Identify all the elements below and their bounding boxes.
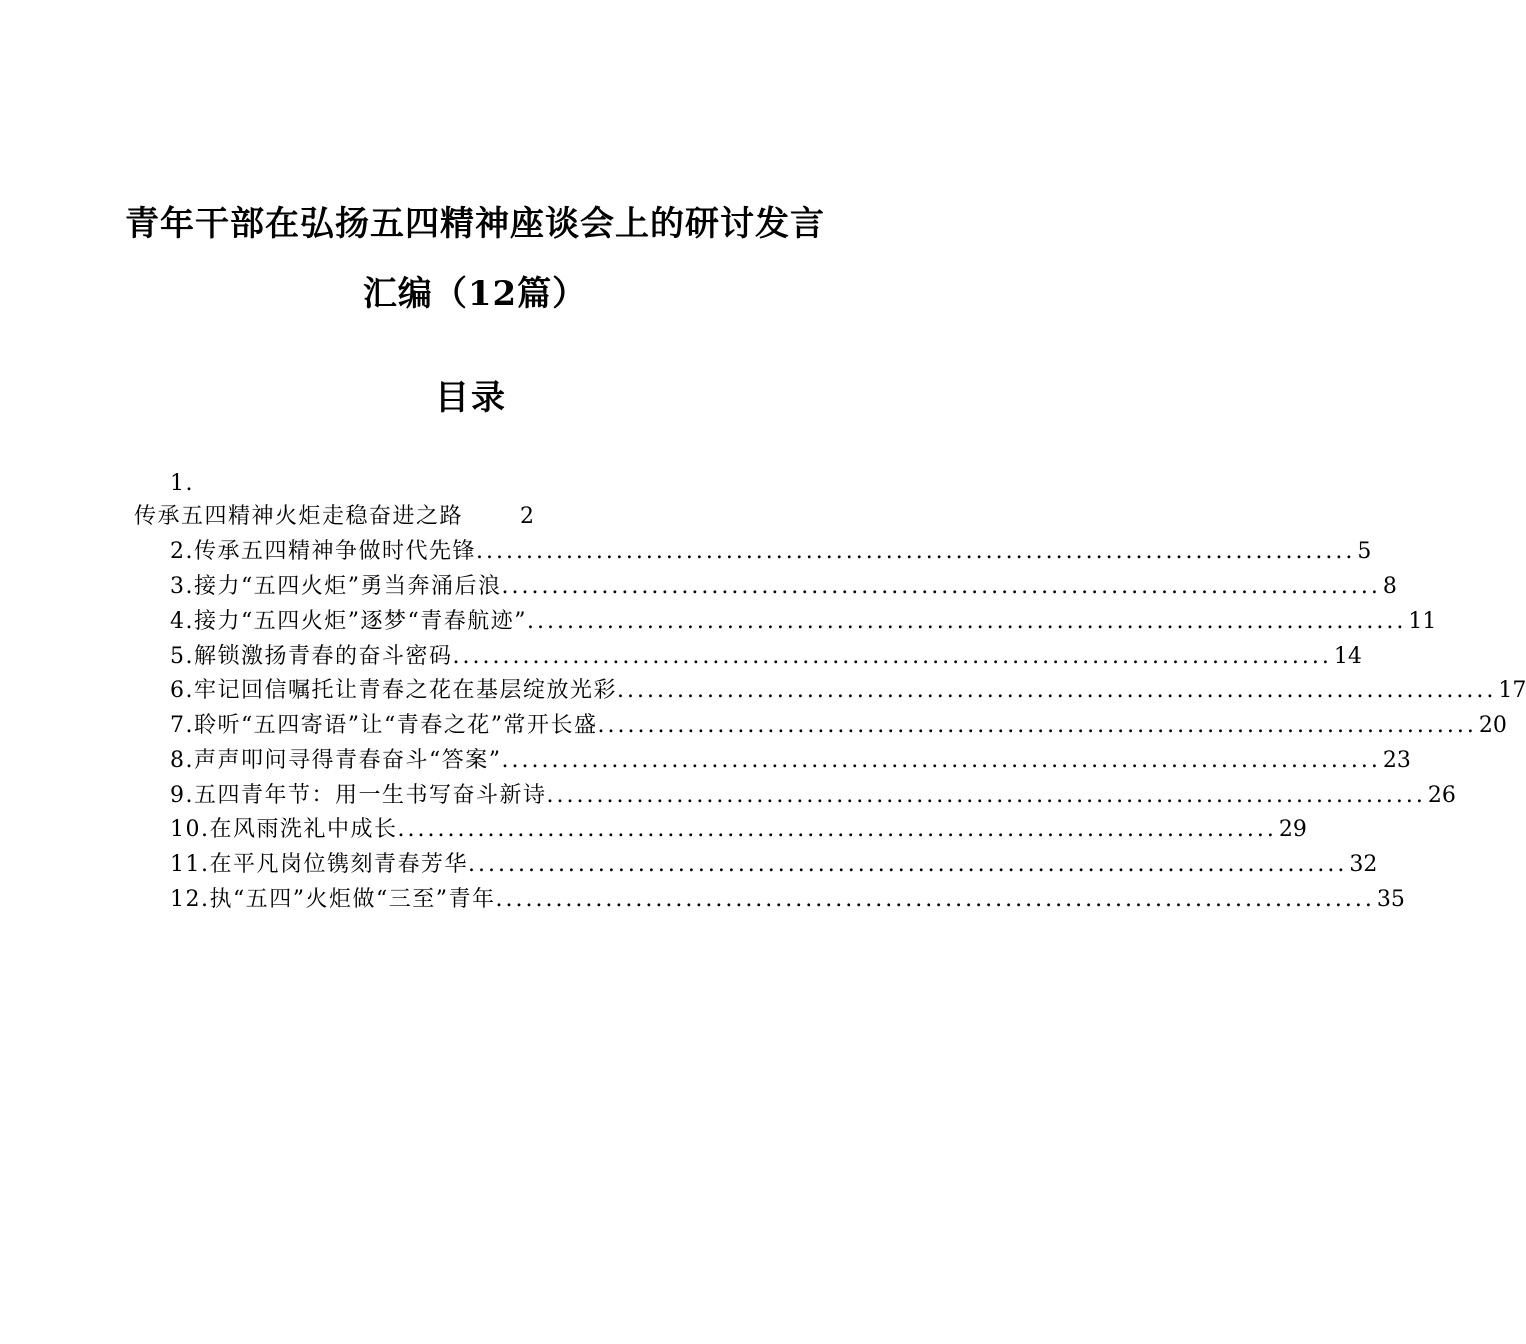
toc-leader-dots: ........................................................................................ xyxy=(617,678,1497,703)
toc-leader-dots: ........................................................................................ xyxy=(526,609,1407,634)
toc-entry-page: 14 xyxy=(1333,644,1362,669)
toc-leader-dots: ........................................................................................ xyxy=(476,539,1356,564)
toc-leader-dots: ........................................................................................ xyxy=(546,783,1426,808)
toc-entry-page: 32 xyxy=(1349,852,1378,877)
toc-entry-title: 7.聆听“五四寄语”让“青春之花”常开长盛 xyxy=(170,713,598,738)
toc-entry-1-number[interactable]: 1. xyxy=(170,471,194,496)
toc-entry-title: 3.接力“五四火炬”勇当奔涌后浪 xyxy=(170,574,502,599)
toc-entry-page: 8 xyxy=(1382,574,1397,599)
toc-entry-title: 11.在平凡岗位镌刻青春芳华 xyxy=(170,852,468,877)
toc-heading: 目录 xyxy=(435,378,507,418)
toc-entry-title: 4.接力“五四火炬”逐梦“青春航迹” xyxy=(170,609,527,634)
toc-entry-page: 26 xyxy=(1427,783,1456,808)
toc-entry[interactable] xyxy=(170,885,1405,915)
toc-entry-title: 9.五四青年节：用一生书写奋斗新诗 xyxy=(170,783,547,808)
toc-entry-page: 5 xyxy=(1357,539,1372,564)
toc-entry-1-title[interactable]: 传承五四精神火炬走稳奋进之路 xyxy=(134,504,464,529)
toc-leader-dots: ........................................................................................ xyxy=(501,748,1381,773)
toc-entry[interactable] xyxy=(170,537,1372,567)
toc-entry-1-page[interactable]: 2 xyxy=(520,504,536,529)
toc-leader-dots: ........................................................................................ xyxy=(452,644,1332,669)
toc-entry[interactable] xyxy=(170,676,1526,706)
toc-entry[interactable] xyxy=(170,781,1456,811)
toc-entry[interactable] xyxy=(170,850,1378,880)
toc-entry-page: 23 xyxy=(1382,748,1411,773)
toc-entry[interactable] xyxy=(170,607,1437,637)
toc-leader-dots: ........................................................................................ xyxy=(495,887,1375,912)
toc-entry-title: 5.解锁激扬青春的奋斗密码 xyxy=(170,644,453,669)
toc-entry[interactable] xyxy=(170,642,1362,672)
document-title-line-2: 汇编（12篇） xyxy=(362,274,588,314)
document-title-line-1: 青年干部在弘扬五四精神座谈会上的研讨发言 xyxy=(125,204,825,244)
toc-leader-dots: ........................................................................................ xyxy=(397,817,1277,842)
toc-entry-page: 29 xyxy=(1278,817,1307,842)
toc-entry-title: 8.声声叩问寻得青春奋斗“答案” xyxy=(170,748,502,773)
toc-entry[interactable] xyxy=(170,572,1397,602)
toc-leader-dots: ........................................................................................ xyxy=(597,713,1477,738)
toc-leader-dots: ........................................................................................ xyxy=(501,574,1381,599)
toc-leader-dots: ........................................................................................ xyxy=(468,852,1348,877)
toc-entry-page: 35 xyxy=(1376,887,1405,912)
toc-entry-title: 12.执“五四”火炬做“三至”青年 xyxy=(170,887,496,912)
toc-entry-page: 11 xyxy=(1408,609,1437,634)
toc-entry[interactable] xyxy=(170,711,1507,741)
toc-entry[interactable] xyxy=(170,746,1411,776)
toc-entry-title: 10.在风雨洗礼中成长 xyxy=(170,817,398,842)
toc-entry-page: 17 xyxy=(1498,678,1526,703)
toc-entry-title: 6.牢记回信嘱托让青春之花在基层绽放光彩 xyxy=(170,678,617,703)
toc-entry-page: 20 xyxy=(1478,713,1507,738)
toc-entry-title: 2.传承五四精神争做时代先锋 xyxy=(170,539,476,564)
toc-entry[interactable] xyxy=(170,815,1307,845)
